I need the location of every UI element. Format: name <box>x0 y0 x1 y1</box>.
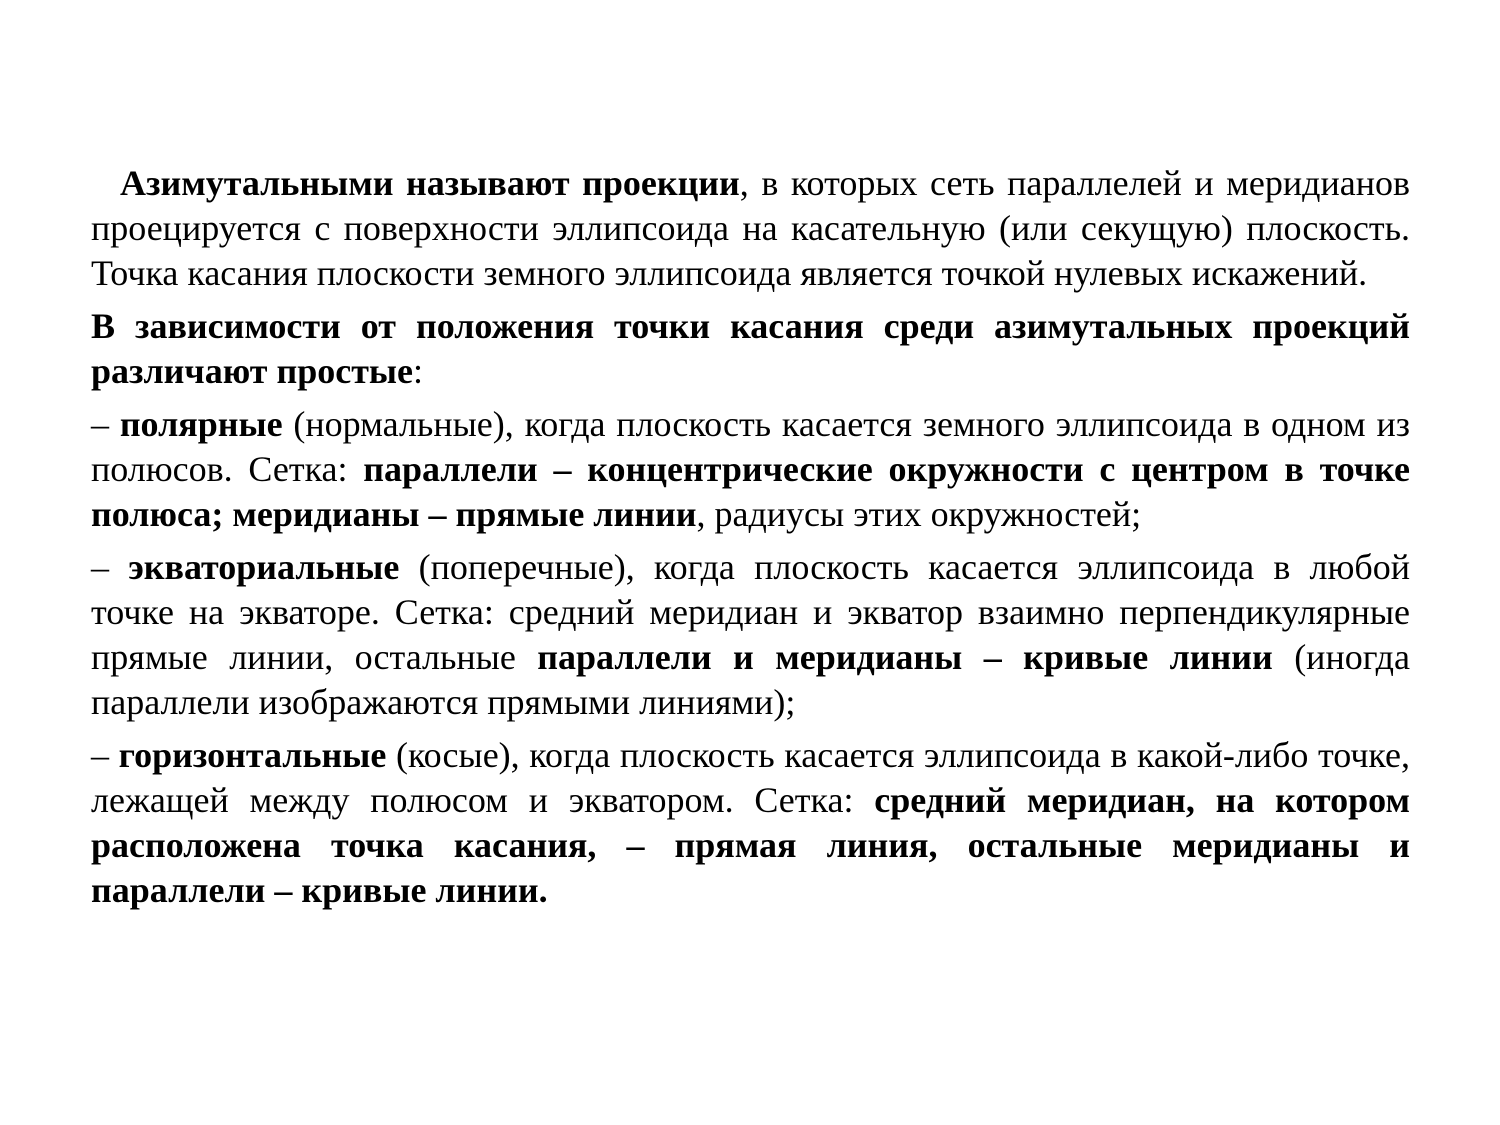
text-run-bold: параллели – концентрические окружности с центром в точке полюса; меридианы – прямые линии <box>91 449 1410 534</box>
paragraph-polar <box>91 402 1410 537</box>
text-run-bold: горизонтальные <box>118 735 387 775</box>
text-run: – <box>91 404 120 444</box>
text-run: – <box>91 547 129 587</box>
text-run: (нормальные), когда плоскость касается земного эллипсоида в одном из полюсов. Сетка: <box>91 404 1410 489</box>
text-run: – <box>91 735 119 775</box>
paragraph-definition <box>91 161 1410 296</box>
text-run: , в которых сеть параллелей и меридианов проецируется с поверхности эллипсоида на касательную (или секущую) плоскость. Точка касания плоскости земного эллипсоида является точкой нулевых искажений. <box>91 163 1411 293</box>
paragraph-classification <box>91 304 1410 394</box>
text-run: (поперечные), когда плоскость касается эллипсоида в любой точке на экваторе. Сетка: средний меридиан и экватор взаимно перпендикулярные прямые линии, остальные <box>91 547 1410 677</box>
paragraph-equatorial <box>91 545 1410 725</box>
text-run: , радиусы этих окружностей; <box>696 494 1142 534</box>
text-run-bold: средний меридиан, на котором расположена точка касания, – прямая линия, остальные меридианы и параллели – кривые линии. <box>91 780 1410 910</box>
text-run-bold: полярные <box>119 404 283 444</box>
text-run: (иногда параллели изображаются прямыми линиями); <box>91 637 1410 722</box>
text-run-bold: Азимутальными называют проекции <box>120 163 740 203</box>
text-block <box>91 161 1410 921</box>
text-run-bold: экваториальные <box>128 547 400 587</box>
text-run-bold: параллели и меридианы – кривые линии <box>537 637 1273 677</box>
text-run: (косые), когда плоскость касается эллипсоида в какой-либо точке, лежащей между полюсом и экватором. Сетка: <box>91 735 1411 820</box>
text-run-bold: В зависимости от положения точки касания среди азимутальных проекций различают простые <box>91 306 1410 391</box>
text-run: : <box>412 351 423 391</box>
paragraph-horizontal <box>91 733 1410 913</box>
